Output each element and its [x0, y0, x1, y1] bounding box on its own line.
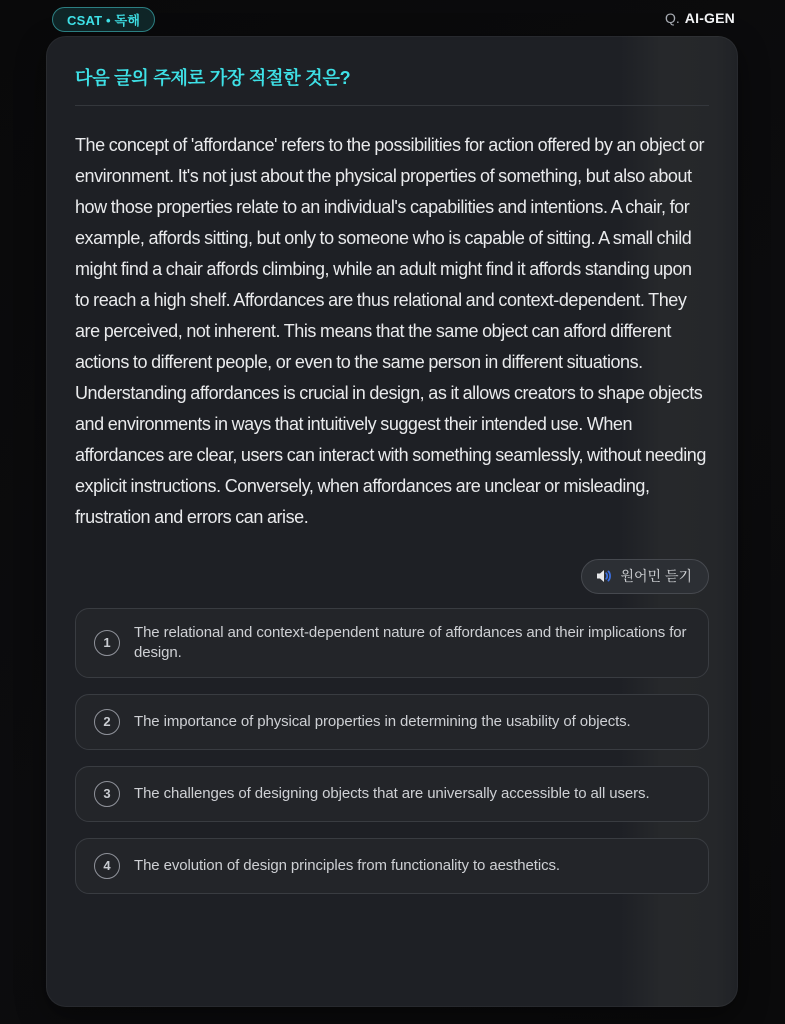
native-speaker-listen-button[interactable]	[581, 559, 709, 594]
listen-button-label: 원어민 듣기	[620, 568, 692, 584]
answer-option-1[interactable]	[75, 608, 709, 678]
question-card	[46, 36, 738, 1007]
listen-row	[75, 559, 709, 594]
option-text: The importance of physical properties in determining the usability of objects.	[134, 712, 631, 730]
answer-options	[75, 608, 709, 894]
answer-option-4[interactable]	[75, 838, 709, 894]
question-title: 다음 글의 주제로 가장 적절한 것은?	[75, 68, 351, 88]
option-number-circle: 2	[94, 709, 120, 735]
question-source-label	[665, 10, 735, 26]
csat-category-badge: CSAT • 독해	[52, 7, 155, 32]
option-number-circle: 4	[94, 853, 120, 879]
speaker-icon	[596, 569, 612, 583]
option-text: The evolution of design principles from functionality to aesthetics.	[134, 856, 560, 874]
question-prefix: Q.	[665, 10, 680, 26]
option-number-circle: 1	[94, 630, 120, 656]
ai-gen-label: AI-GEN	[684, 10, 735, 26]
reading-passage: The concept of 'affordance' refers to the possibilities for action offered by an object or environment. It's not just about the physical properties of something, but also about how those properties relate to an individual's capabilities and intentions. A chair, for example, affords sitting, but only to someone who is capable of sitting. A small child might find a chair affords climbing, while an adult might find it affords standing upon to reach a high shelf. Affordances are thus relational and context-dependent. They are perceived, not inherent. This means that the same object can afford different actions to different people, or even to the same person in different situations. Understanding affordances is crucial in design, as it allows creators to shape objects and environments in ways that intuitively suggest their intended use. When affordances are clear, users can interact with something seamlessly, without needing explicit instructions. Conversely, when affordances are unclear or misleading, frustration and errors can arise.	[75, 135, 706, 527]
option-number-circle: 3	[94, 781, 120, 807]
answer-option-2[interactable]	[75, 694, 709, 750]
divider	[75, 105, 709, 106]
option-text: The challenges of designing objects that are universally accessible to all users.	[134, 784, 650, 802]
option-text: The relational and context-dependent nature of affordances and their implications for design.	[134, 624, 687, 661]
answer-option-3[interactable]	[75, 766, 709, 822]
